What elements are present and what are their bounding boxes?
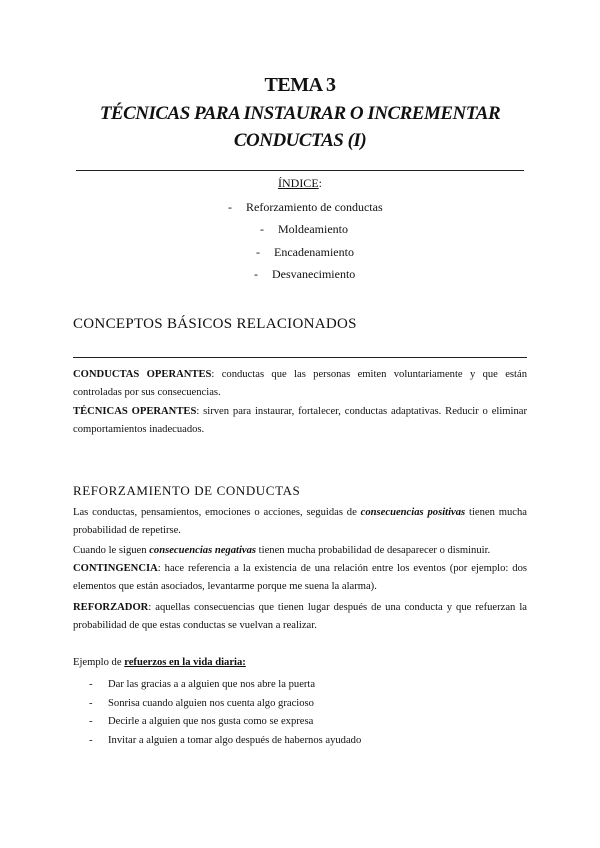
paragraph-contingencia: CONTINGENCIA: hace referencia a la existencia de una relación entre los eventos (por ejemplo: dos elementos que están asociados, levantarme porque me suena la alarma). [73,563,527,592]
tema-number: TEMA 3 [264,74,336,96]
index-item: - Encadenamiento [256,245,354,259]
list-item: - Decirle a alguien que nos gusta como se expresa [89,716,314,727]
index-item: - Moldeamiento [260,222,348,236]
title-divider [76,170,524,171]
section-heading-reforzamiento: REFORZAMIENTO DE CONDUCTAS [73,483,301,498]
index-item: - Desvanecimiento [254,267,356,281]
list-item: - Invitar a alguien a tomar algo después de habernos ayudado [89,734,362,746]
paragraph-consecuencias-positivas: Las conductas, pensamientos, emociones o acciones, seguidas de consecuencias positivas tienen mucha probabilidad de repetirse. [73,507,527,536]
examples-intro: Ejemplo de refuerzos en la vida diaria: [73,657,246,668]
document-title-line-2: CONDUCTAS (I) [233,130,367,151]
document-title-line-1: TÉCNICAS PARA INSTAURAR O INCREMENTAR [99,103,501,124]
section-heading-conceptos: CONCEPTOS BÁSICOS RELACIONADOS [73,316,357,332]
section-divider [73,357,527,358]
paragraph-conductas-operantes: CONDUCTAS OPERANTES: conductas que las personas emiten voluntariamente y que están controladas por sus consecuencias. [73,369,527,398]
index-item: - Reforzamiento de conductas [228,200,383,214]
paragraph-tecnicas-operantes: TÉCNICAS OPERANTES: sirven para instaurar, fortalecer, conductas adaptativas. Reducir o eliminar comportamientos inadecuados. [73,406,527,435]
examples-list [89,676,361,750]
index-title: ÍNDICE: [277,176,322,190]
paragraph-reforzador: REFORZADOR: aquellas consecuencias que tienen lugar después de una conducta y que refuerzan la probabilidad de que estas conductas se vuelvan a realizar. [73,602,527,631]
list-item: - Sonrisa cuando alguien nos cuenta algo gracioso [89,697,314,709]
paragraph-consecuencias-negativas: Cuando le siguen consecuencias negativas tienen mucha probabilidad de desaparecer o disminuir. [73,545,491,556]
list-item: - Dar las gracias a a alguien que nos abre la puerta [89,679,316,690]
